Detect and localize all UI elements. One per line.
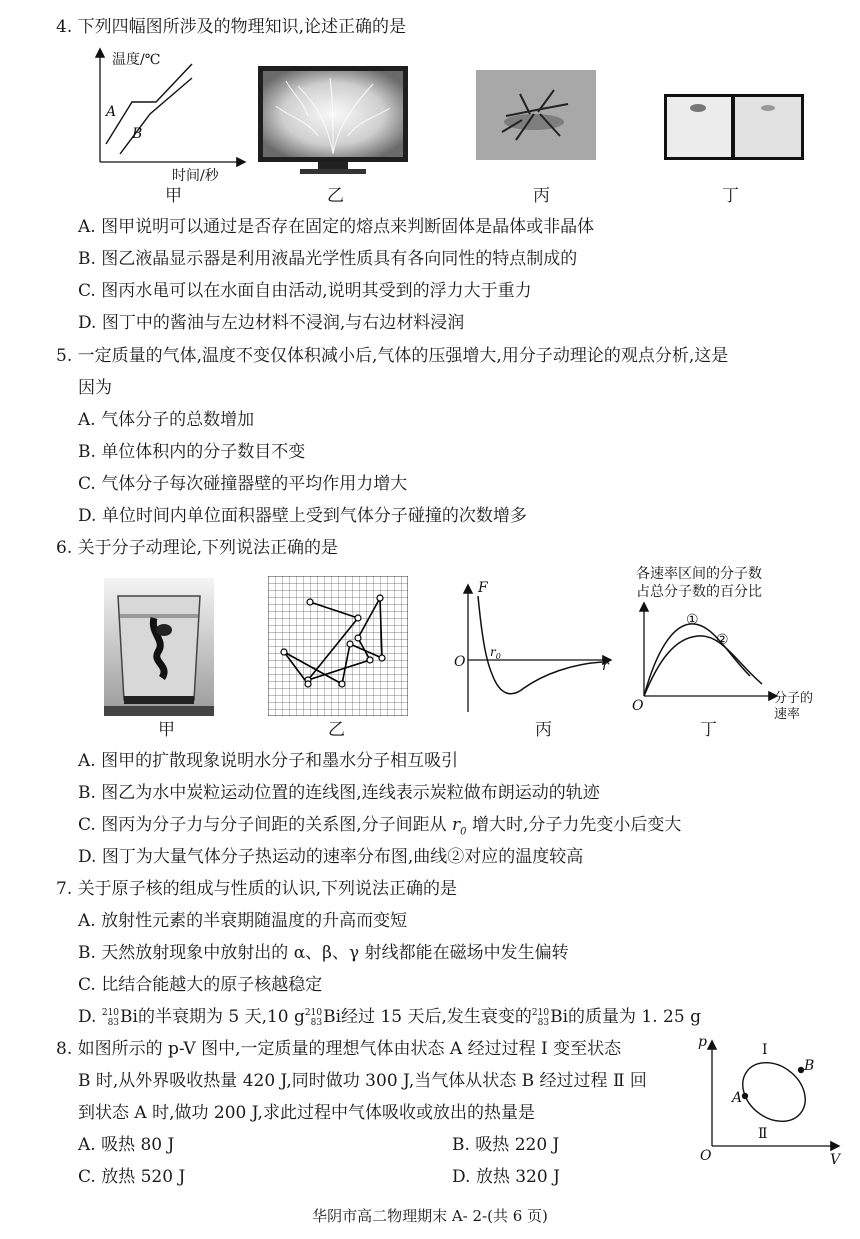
q6-ding-xlabel-line1: 分子的	[774, 691, 814, 706]
q5-option-b: B. 单位体积内的分子数目不变	[78, 442, 306, 462]
q4-fig-jia-graph	[92, 44, 252, 186]
q8-pv-proc1: Ⅰ	[762, 1042, 768, 1058]
q4-fig-bing-water-strider-image	[476, 70, 596, 160]
q6-option-c-r: r	[452, 815, 461, 835]
q6-ding-origin: O	[632, 698, 644, 714]
q7-d-charge-3: 83	[537, 1017, 550, 1028]
q7-stem: 7. 关于原子核的组成与性质的认识,下列说法正确的是	[56, 879, 458, 899]
q6-fig-bing-force-graph	[452, 578, 618, 716]
q4-caption-yi: 乙	[327, 186, 344, 206]
q8-stem-line2: B 时,从外界吸收热量 420 J,同时做功 300 J,当气体从状态 B 经过过程 Ⅱ 回	[78, 1071, 647, 1091]
q8-pv-state-a: A	[732, 1090, 743, 1106]
svg-text:r0	[490, 645, 501, 661]
q5-option-d: D. 单位时间内单位面积器壁上受到气体分子碰撞的次数增多	[78, 506, 527, 526]
q4-jia-xlabel: 时间/秒	[172, 168, 219, 184]
q4-stem: 4. 下列四幅图所涉及的物理知识,论述正确的是	[56, 17, 407, 37]
q7-d-element-2: Bi	[323, 1007, 342, 1027]
q6-option-d: D. 图丁为大量气体分子热运动的速率分布图,曲线②对应的温度较高	[78, 847, 584, 867]
q7-d-mass-3: 210	[531, 1007, 550, 1018]
q7-option-c: C. 比结合能越大的原子核越稳定	[78, 975, 323, 995]
q4-option-b: B. 图乙液晶显示器是利用液晶光学性质具有各向同性的特点制成的	[78, 249, 578, 269]
q7-d-mass-2: 210	[304, 1007, 323, 1018]
q8-pv-origin: O	[700, 1148, 712, 1164]
q6-ding-curve-1	[644, 624, 750, 696]
q6-fig-yi-brownian-grid	[268, 576, 408, 716]
q8-pv-proc2: Ⅱ	[758, 1126, 768, 1142]
q7-d-part2: 经过 15 天后,发生衰变的	[341, 1007, 532, 1027]
q6-fig-ding-speed-distribution	[626, 562, 826, 722]
q5-option-c: C. 气体分子每次碰撞器壁的平均作用力增大	[78, 474, 408, 494]
q8-stem-line3: 到状态 A 时,做功 200 J,求此过程中气体吸收或放出的热量是	[78, 1103, 535, 1123]
q8-pv-state-b: B	[804, 1058, 815, 1074]
q4-jia-curve-a: A	[106, 104, 117, 120]
q7-d-part3: 的质量为 1. 25 g	[568, 1007, 701, 1027]
q6-bing-r0-sub: 0	[495, 652, 501, 661]
q6-option-c	[78, 814, 681, 843]
q8-pv-ylabel: p	[698, 1034, 707, 1050]
q6-option-b: B. 图乙为水中炭粒运动位置的连线图,连线表示炭粒做布朗运动的轨迹	[78, 783, 600, 803]
q6-option-a: A. 图甲的扩散现象说明水分子和墨水分子相互吸引	[78, 751, 459, 771]
q6-caption-bing: 丙	[535, 720, 552, 740]
q4-jia-curve-b: B	[132, 126, 143, 142]
q8-pv-diagram	[696, 1034, 846, 1166]
q6-option-c-part1: C. 图丙为分子力与分子间距的关系图,分子间距从	[78, 815, 447, 835]
q7-option-a: A. 放射性元素的半衰期随温度的升高而变短	[78, 911, 408, 931]
q8-option-b: B. 吸热 220 J	[452, 1135, 560, 1155]
q8-option-c: C. 放热 520 J	[78, 1167, 186, 1187]
q6-bing-origin: O	[454, 654, 466, 670]
q6-caption-ding: 丁	[700, 720, 717, 740]
q4-jia-ylabel: 温度/℃	[112, 52, 161, 68]
q4-caption-jia: 甲	[165, 186, 182, 206]
q7-d-charge-1: 83	[107, 1017, 120, 1028]
q4-fig-yi-lcd-image	[258, 66, 408, 176]
q5-option-a: A. 气体分子的总数增加	[78, 410, 255, 430]
q4-option-d: D. 图丁中的酱油与左边材料不浸润,与右边材料浸润	[78, 313, 465, 333]
q4-caption-bing: 丙	[533, 186, 550, 206]
q6-caption-yi: 乙	[328, 720, 345, 740]
q6-option-c-r-sub: 0	[460, 826, 467, 838]
q7-option-b: B. 天然放射现象中放射出的 α、β、γ 射线都能在磁场中发生偏转	[78, 943, 569, 963]
q6-ding-title-line1: 各速率区间的分子数	[636, 566, 762, 582]
q7-d-element-3: Bi	[550, 1007, 569, 1027]
q6-ding-title-line2: 占总分子数的百分比	[636, 584, 762, 600]
q6-bing-ylabel: F	[478, 580, 488, 596]
q7-d-charge-2: 83	[310, 1017, 323, 1028]
q6-ding-xlabel-line2: 速率	[774, 707, 801, 722]
q4-fig-ding-materials-image	[664, 94, 804, 160]
q6-caption-jia: 甲	[158, 720, 175, 740]
q5-stem-line1: 5. 一定质量的气体,温度不变仅体积减小后,气体的压强增大,用分子动理论的观点分析,这是	[56, 346, 729, 366]
q4-option-c: C. 图丙水黾可以在水面自由活动,说明其受到的浮力大于重力	[78, 281, 532, 301]
q6-bing-r0: r	[490, 645, 496, 659]
q8-option-d: D. 放热 320 J	[452, 1167, 560, 1187]
q7-option-d-prefix: D.	[78, 1007, 102, 1027]
q6-option-c-part2: 增大时,分子力先变小后变大	[471, 815, 682, 835]
q6-ding-curve2-label: ②	[716, 632, 729, 648]
q8-stem-line1: 8. 如图所示的 p-V 图中,一定质量的理想气体由状态 A 经过过程 Ⅰ 变至状态	[56, 1039, 622, 1059]
q4-caption-ding: 丁	[722, 186, 739, 206]
q6-ding-curve1-label: ①	[686, 612, 699, 628]
q7-d-part1: 的半衰期为 5 天,10 g	[137, 1007, 305, 1027]
q5-stem-line2: 因为	[78, 378, 112, 398]
q8-state-a-point	[742, 1093, 748, 1099]
q7-option-d	[78, 1006, 701, 1028]
q6-bing-xlabel: r	[602, 658, 609, 674]
q7-d-mass-1: 210	[101, 1007, 120, 1018]
q7-d-element-1: Bi	[120, 1007, 138, 1027]
q6-ding-curve-2	[644, 636, 762, 696]
page-footer: 华阴市高二物理期末 A- 2-(共 6 页)	[312, 1207, 548, 1225]
q8-option-a: A. 吸热 80 J	[78, 1135, 175, 1155]
q4-option-a: A. 图甲说明可以通过是否存在固定的熔点来判断固体是晶体或非晶体	[78, 217, 595, 237]
q6-stem: 6. 关于分子动理论,下列说法正确的是	[56, 538, 339, 558]
q6-fig-jia-beaker-image	[104, 578, 214, 716]
q8-pv-xlabel: V	[830, 1152, 841, 1166]
